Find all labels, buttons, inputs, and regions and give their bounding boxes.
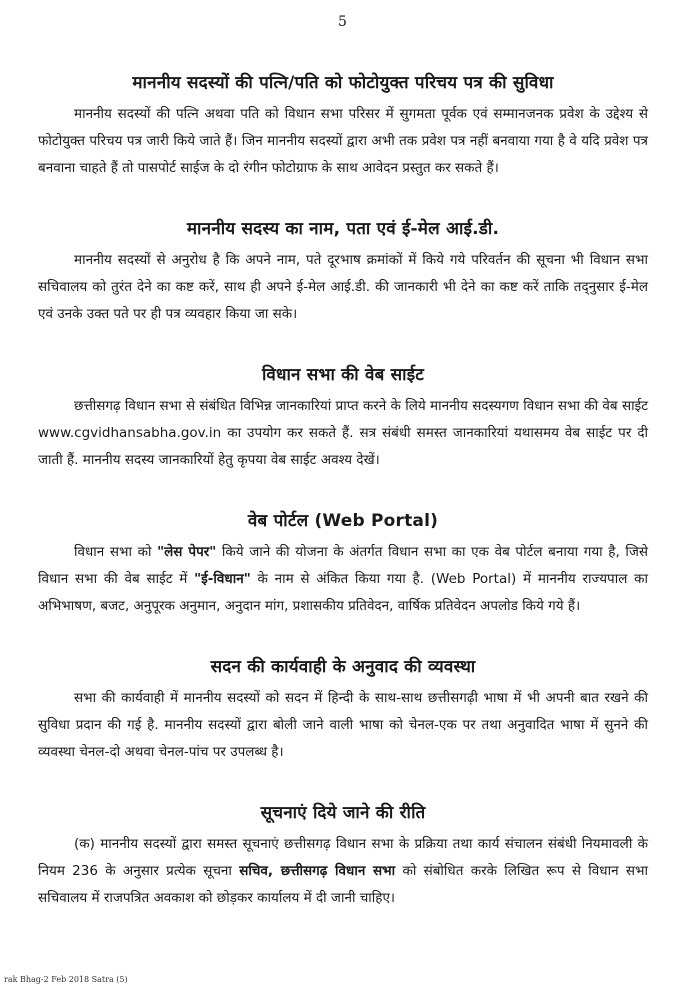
section-title: वेब पोर्टल (Web Portal) <box>247 511 439 531</box>
section-body: माननीय सदस्यों की पत्नि अथवा पति को विधान सभा परिसर में सुगमता पूर्वक एवं सम्मानजनक प्रवेश के उद्देश्य से फोटोयुक्त परिचय पत्र जारी किये जाते हैं। जिन माननीय सदस्यों द्वारा अभी तक प्रवेश पत्र नहीं बनवाया गया है वे यदि प्रवेश पत्र बनवाना चाहते हैं तो पासपोर्ट साईज के दो रंगीन फोटोग्राफ के साथ आवेदन प्रस्तुत कर सकते हैं। <box>38 106 648 176</box>
section-title: माननीय सदस्यों की पत्नि/पति को फोटोयुक्त परिचय पत्र की सुविधा <box>132 73 554 93</box>
section-spouse-id-card <box>38 70 648 182</box>
section-body <box>38 539 648 620</box>
section-title: सूचनाएं दिये जाने की रीति <box>260 803 426 823</box>
section-title: माननीय सदस्य का नाम, पता एवं ई-मेल आई.डी. <box>186 219 500 239</box>
body-text: (क) माननीय सदस्यों द्वारा समस्त सूचनाएं छत्तीसगढ़ विधान सभा के प्रक्रिया तथा कार्य संचालन संबंधी नियमावली के नियम 236 के अनुसार प्रत्येक सूचना <box>38 836 648 879</box>
section-body: माननीय सदस्यों से अनुरोध है कि अपने नाम, पते दूरभाष क्रमांकों में किये गये परिवर्तन की सूचना भी विधान सभा सचिवालय को तुरंत देने का कष्ट करें, साथ ही अपने ई-मेल आई.डी. की जानकारी भी देने का कष्ट करें ताकि तद्नुसार ई-मेल एवं उनके उक्त पते पर ही पत्र व्यवहार किया जा सके। <box>38 252 648 322</box>
section-body: छत्तीसगढ़ विधान सभा से संबंधित विभिन्न जानकारियां प्राप्त करने के लिये माननीय सदस्यगण विधान सभा की वेब साईट www.cgvidhansabha.gov.in का उपयोग कर सकते हैं. सत्र संबंधी समस्त जानकारियां यथासमय वेब साईट पर दी जाती हैं. माननीय सदस्य जानकारियों हेतु कृपया वेब साईट अवश्य देखें। <box>38 398 648 468</box>
less-paper-term: "लेस पेपर" <box>157 544 217 560</box>
page-number: 5 <box>338 14 347 30</box>
e-vidhan-term: "ई-विधान" <box>194 571 251 587</box>
section-website <box>38 362 648 474</box>
section-title: विधान सभा की वेब साईट <box>261 365 425 385</box>
body-text: के नाम से अंकित किया गया है. (Web Portal) में माननीय राज्यपाल का अभिभाषण, बजट, अनुपूरक अनुमान, अनुदान मांग, प्रशासकीय प्रतिवेदन, वार्षिक प्रतिवेदन अपलोड किये गये हैं। <box>38 571 648 614</box>
section-body: सभा की कार्यवाही में माननीय सदस्यों को सदन में हिन्दी के साथ-साथ छत्तीसगढ़ी भाषा में भी अपनी बात रखने की सुविधा प्रदान की गई है. माननीय सदस्यों द्वारा बोली जाने वाली भाषा को चेनल-एक पर तथा अनुवादित भाषा में सुनने की व्यवस्था चेनल-दो अथवा चेनल-पांच पर उपलब्ध है। <box>38 690 648 760</box>
body-text: किये जाने की योजना के अंतर्गत विधान सभा का एक वेब पोर्टल बनाया गया है, जिसे विधान सभा की वेब साईट में <box>38 544 648 587</box>
footer-text: rak Bhag-2 Feb 2018 Satra (5) <box>4 975 128 984</box>
document-body <box>38 70 648 946</box>
section-notice-procedure <box>38 800 648 912</box>
section-body <box>38 831 648 912</box>
section-translation <box>38 654 648 766</box>
section-name-address-email <box>38 216 648 328</box>
body-text: को संबोधित करके लिखित रूप से विधान सभा सचिवालय में राजपत्रित अवकाश को छोड़कर कार्यालय में दी जानी चाहिए। <box>38 863 648 906</box>
section-web-portal <box>38 508 648 620</box>
secretary-term: सचिव, छत्तीसगढ़ विधान सभा <box>239 863 396 879</box>
body-text: विधान सभा को <box>74 544 158 560</box>
section-title: सदन की कार्यवाही के अनुवाद की व्यवस्था <box>210 657 476 677</box>
